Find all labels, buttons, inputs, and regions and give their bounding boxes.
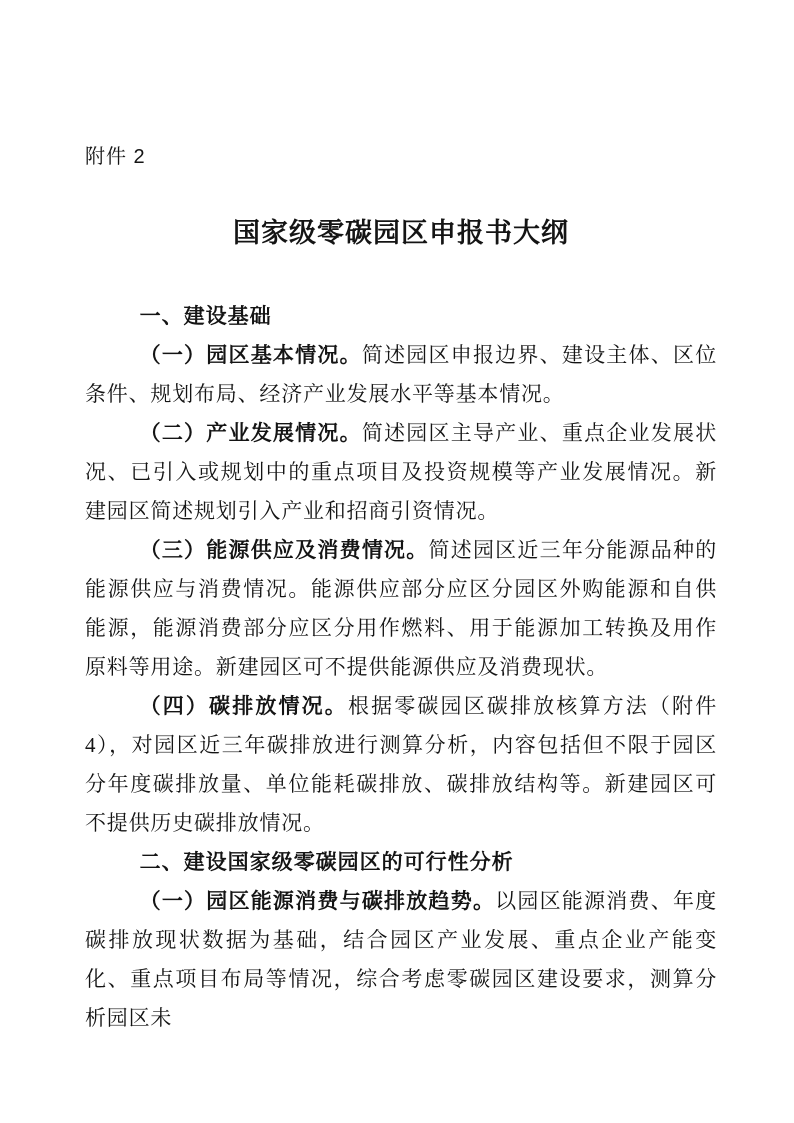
paragraph-lead: （四）碳排放情况。 xyxy=(139,694,348,718)
paragraph: （四）碳排放情况。根据零碳园区碳排放核算方法（附件 4），对园区近三年碳排放进行测算分析，内容包括但不限于园区分年度碳排放量、单位能耗碳排放、碳排放结构等。新建园区可不提供历史碳排放情况。 xyxy=(85,694,717,835)
paragraph: （一）园区基本情况。简述园区申报边界、建设主体、区位条件、规划布局、经济产业发展水平等基本情况。 xyxy=(85,343,717,406)
paragraph-lead: （一）园区基本情况。 xyxy=(139,343,362,367)
paragraph-lead: （一）园区能源消费与碳排放趋势。 xyxy=(139,889,496,913)
section-heading: 一、建设基础 xyxy=(139,305,272,328)
attachment-number-label: 附件 2 xyxy=(85,146,146,168)
paragraph: （一）园区能源消费与碳排放趋势。以园区能源消费、年度碳排放现状数据为基础，结合园区产业发展、重点企业产能变化、重点项目布局等情况，综合考虑零碳园区建设要求，测算分析园区未 xyxy=(85,889,717,1030)
paragraph-lead: （二）产业发展情况。 xyxy=(139,421,362,445)
paragraph: （三）能源供应及消费情况。简述园区近三年分能源品种的能源供应与消费情况。能源供应部分应区分园区外购能源和自供能源，能源消费部分应区分用作燃料、用于能源加工转换及用作原料等用途。新建园区可不提供能源供应及消费现状。 xyxy=(85,538,717,679)
document-body xyxy=(85,297,717,1038)
document-title: 国家级零碳园区申报书大纲 xyxy=(233,218,569,248)
paragraph: （二）产业发展情况。简述园区主导产业、重点企业发展状况、已引入或规划中的重点项目及投资规模等产业发展情况。新建园区简述规划引入产业和招商引资情况。 xyxy=(85,421,717,523)
paragraph-lead: （三）能源供应及消费情况。 xyxy=(139,538,429,562)
section-heading: 二、建设国家级零碳园区的可行性分析 xyxy=(139,851,514,874)
